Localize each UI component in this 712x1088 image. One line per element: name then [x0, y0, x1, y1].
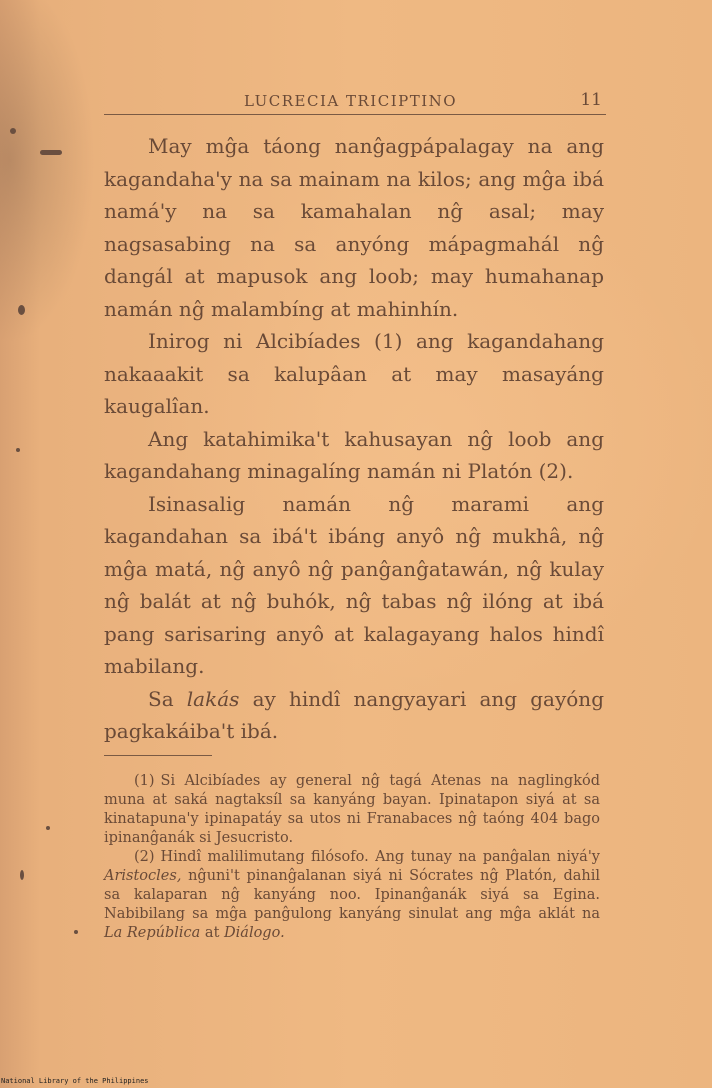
library-credit: National Library of the Philippines — [1, 1077, 149, 1085]
italic-title: Diálogo. — [224, 925, 285, 941]
footnotes — [104, 772, 600, 943]
ink-speck — [40, 150, 62, 155]
footnote-2 — [104, 848, 600, 943]
italic-word: lakás — [186, 686, 240, 711]
paragraph: May mĝa táong nanĝagpápalagay na ang kagandaha'y na sa mainam na kilos; ang mĝa ibá namá'y na sa kamahalan nĝ asal; may nagsasabing na sa anyóng mápagmahál nĝ dangál at mapusok ang loob; may humahanap namán nĝ malambíng at mahinhín. — [104, 134, 604, 321]
ink-speck — [16, 448, 20, 452]
italic-name: Aristocles, — [104, 868, 182, 884]
footnote-text: Si Alcibíades ay general nĝ tagá Atenas na naglingkód muna at saká nagtaksíl sa kanyáng bayan. Ipinatapon siyá at sa kinatapuna'y ipinapatáy sa utos ni Franabaces nĝ taóng 404 bago ipinanĝanák si Jesucristo. — [104, 773, 600, 846]
text-run: ay hindî nangyayari ang gayóng pagkakáiba't ibá. — [104, 686, 604, 743]
text-run: Sa — [148, 686, 187, 711]
ink-speck — [74, 930, 78, 934]
paragraph: Isinasalig namán nĝ marami ang kagandahan sa ibá't ibáng anyô nĝ mukhâ, nĝ mĝa matá, nĝ anyô nĝ panĝanĝatawán, nĝ kulay nĝ balát at nĝ buhók, nĝ tabas nĝ ilóng at ibá pang sarisaring anyô at kalagayang halos hindî mabilang. — [104, 491, 604, 678]
paragraph-last — [104, 683, 604, 748]
body-text — [104, 130, 604, 748]
italic-title: La República — [104, 925, 201, 941]
ink-speck — [20, 870, 24, 880]
footnote-number: (2) — [134, 849, 155, 865]
footnote-text: nĝuni't pinanĝalanan siyá ni Sócrates nĝ Platón, dahil sa kalaparan nĝ kanyáng noo. Ipinanĝanák siyá sa Egina. Nabibilang sa mĝa panĝulong kanyáng sinulat ang mĝa aklát na — [104, 868, 600, 922]
ink-speck — [46, 826, 50, 830]
running-header — [104, 90, 606, 115]
footnote-rule — [104, 755, 212, 756]
paragraph: Inirog ni Alcibíades (1) ang kagandahang nakaaakit sa kalupâan at may masayáng kaugalîan. — [104, 329, 604, 418]
running-title: LUCRECIA TRICIPTINO — [244, 92, 458, 110]
footnote-number: (1) — [134, 773, 155, 789]
footnote-1 — [104, 772, 600, 848]
footnote-text: Hindî malilimutang filósofo. Ang tunay na panĝalan niyá'y — [160, 849, 600, 865]
footnote-text: at — [200, 925, 225, 941]
paragraph: Ang katahimika't kahusayan nĝ loob ang kagandahang minagalíng namán ni Platón (2). — [104, 426, 604, 483]
ink-speck — [10, 128, 16, 134]
page-number: 11 — [580, 90, 602, 110]
ink-speck — [18, 305, 25, 315]
